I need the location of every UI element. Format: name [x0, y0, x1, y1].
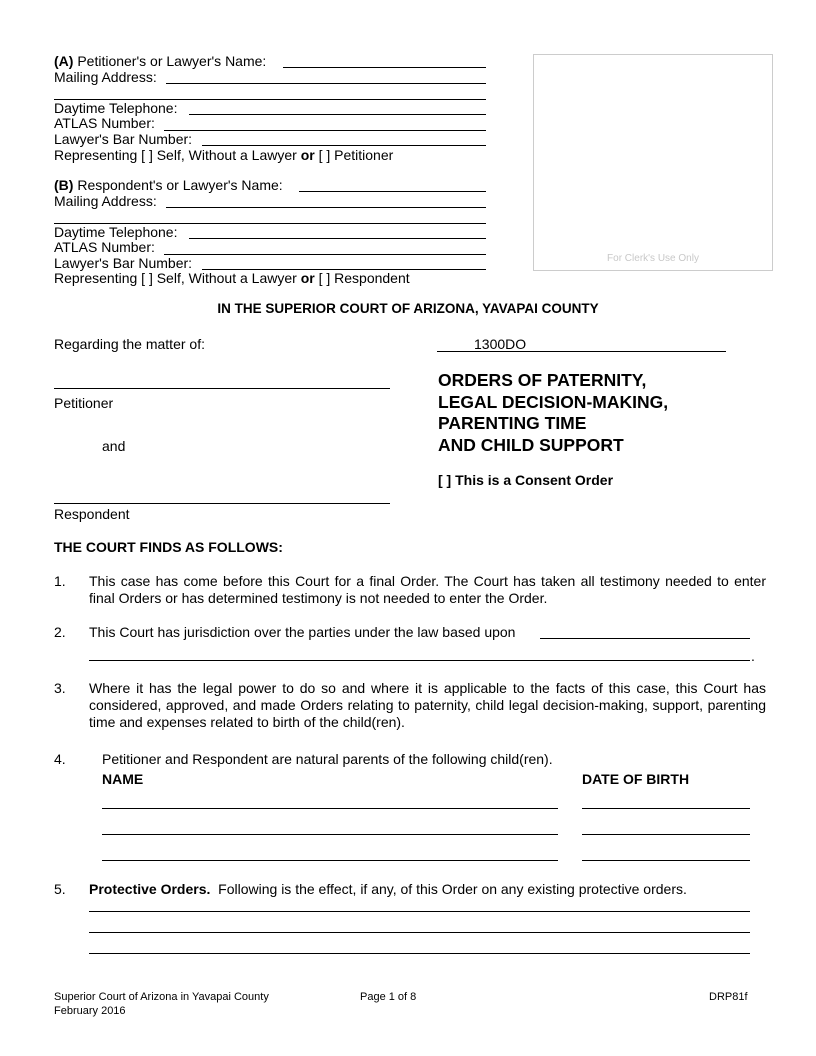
paragraph-number: 2.: [54, 624, 66, 640]
petitioner-representing: Representing [ ] Self, Without a Lawyer or [ ] Petitioner: [54, 147, 394, 163]
jurisdiction-field-2[interactable]: [89, 660, 750, 661]
paragraph-2: This Court has jurisdiction over the parties under the law based upon: [89, 624, 516, 640]
court-title: IN THE SUPERIOR COURT OF ARIZONA, YAVAPAI COUNTY: [217, 301, 599, 316]
respondent-mailing-field-1[interactable]: [166, 207, 486, 208]
child-name-field[interactable]: [102, 834, 558, 835]
respondent-name-field[interactable]: [299, 191, 486, 192]
regarding-label: Regarding the matter of:: [54, 336, 205, 352]
respondent-representing: Representing [ ] Self, Without a Lawyer or [ ] Respondent: [54, 270, 410, 286]
petitioner-bar-field[interactable]: [202, 145, 486, 146]
child-dob-field[interactable]: [582, 834, 750, 835]
paragraph-number: 3.: [54, 680, 66, 696]
child-dob-field[interactable]: [582, 860, 750, 861]
findings-heading: THE COURT FINDS AS FOLLOWS:: [54, 539, 283, 555]
petitioner-atlas-label: ATLAS Number:: [54, 115, 155, 131]
protective-order-field[interactable]: [89, 953, 750, 954]
clerk-use-box: [533, 54, 773, 271]
order-title: ORDERS OF PATERNITY, LEGAL DECISION-MAKING, PARENTING TIME AND CHILD SUPPORT: [438, 370, 669, 455]
jurisdiction-field-1[interactable]: [540, 638, 750, 639]
respondent-bar-label: Lawyer's Bar Number:: [54, 255, 193, 271]
case-number-field[interactable]: [437, 351, 726, 352]
petitioner-caption-label: Petitioner: [54, 395, 114, 411]
paragraph-number: 4.: [54, 751, 66, 767]
footer-form-id: DRP81f: [709, 991, 748, 1003]
paragraph-1: This case has come before this Court for a final Order. The Court has taken all testimony needed to enter final Orders or has determined testimony is not needed to enter the Order.: [89, 573, 766, 606]
respondent-atlas-field[interactable]: [164, 254, 486, 255]
paragraph-5: Protective Orders. Following is the effect, if any, of this Order on any existing protective orders.: [89, 881, 687, 897]
petitioner-mailing-field-1[interactable]: [166, 83, 486, 84]
petitioner-bar-label: Lawyer's Bar Number:: [54, 131, 193, 147]
child-dob-field[interactable]: [582, 808, 750, 809]
child-name-field[interactable]: [102, 860, 558, 861]
dob-header: DATE OF BIRTH: [582, 771, 690, 787]
petitioner-caption-line[interactable]: [54, 388, 390, 389]
petitioner-name-field[interactable]: [283, 67, 486, 68]
petitioner-phone-field[interactable]: [189, 114, 486, 115]
paragraph-3: Where it has the legal power to do so and where it is applicable to the facts of this case, this Court has considered, approved, and made Orders relating to paternity, child legal decision-making, support, parenting time and expenses related to birth of the child(ren).: [89, 680, 766, 730]
respondent-caption-label: Respondent: [54, 506, 130, 522]
respondent-phone-label: Daytime Telephone:: [54, 224, 178, 240]
respondent-name-label: (B) Respondent's or Lawyer's Name:: [54, 177, 283, 193]
respondent-phone-field[interactable]: [189, 238, 486, 239]
petitioner-atlas-field[interactable]: [164, 130, 486, 131]
period: .: [751, 648, 755, 664]
child-name-field[interactable]: [102, 808, 558, 809]
paragraph-number: 1.: [54, 573, 66, 589]
petitioner-mailing-label: Mailing Address:: [54, 69, 157, 85]
consent-order-checkbox[interactable]: [ ] This is a Consent Order: [438, 472, 614, 488]
respondent-atlas-label: ATLAS Number:: [54, 239, 155, 255]
name-header: NAME: [102, 771, 144, 787]
paragraph-number: 5.: [54, 881, 66, 897]
clerk-use-label: For Clerk's Use Only: [607, 253, 699, 264]
footer-date: February 2016: [54, 1005, 126, 1017]
case-number: 1300DO: [474, 336, 527, 352]
footer-court: Superior Court of Arizona in Yavapai County: [54, 991, 269, 1003]
protective-order-field[interactable]: [89, 911, 750, 912]
petitioner-name-label: (A) Petitioner's or Lawyer's Name:: [54, 53, 267, 69]
respondent-caption-line[interactable]: [54, 503, 390, 504]
respondent-mailing-label: Mailing Address:: [54, 193, 157, 209]
petitioner-phone-label: Daytime Telephone:: [54, 100, 178, 116]
and-label: and: [102, 438, 126, 454]
footer-page: Page 1 of 8: [360, 991, 417, 1003]
paragraph-4: Petitioner and Respondent are natural parents of the following child(ren).: [102, 751, 553, 767]
protective-order-field[interactable]: [89, 932, 750, 933]
